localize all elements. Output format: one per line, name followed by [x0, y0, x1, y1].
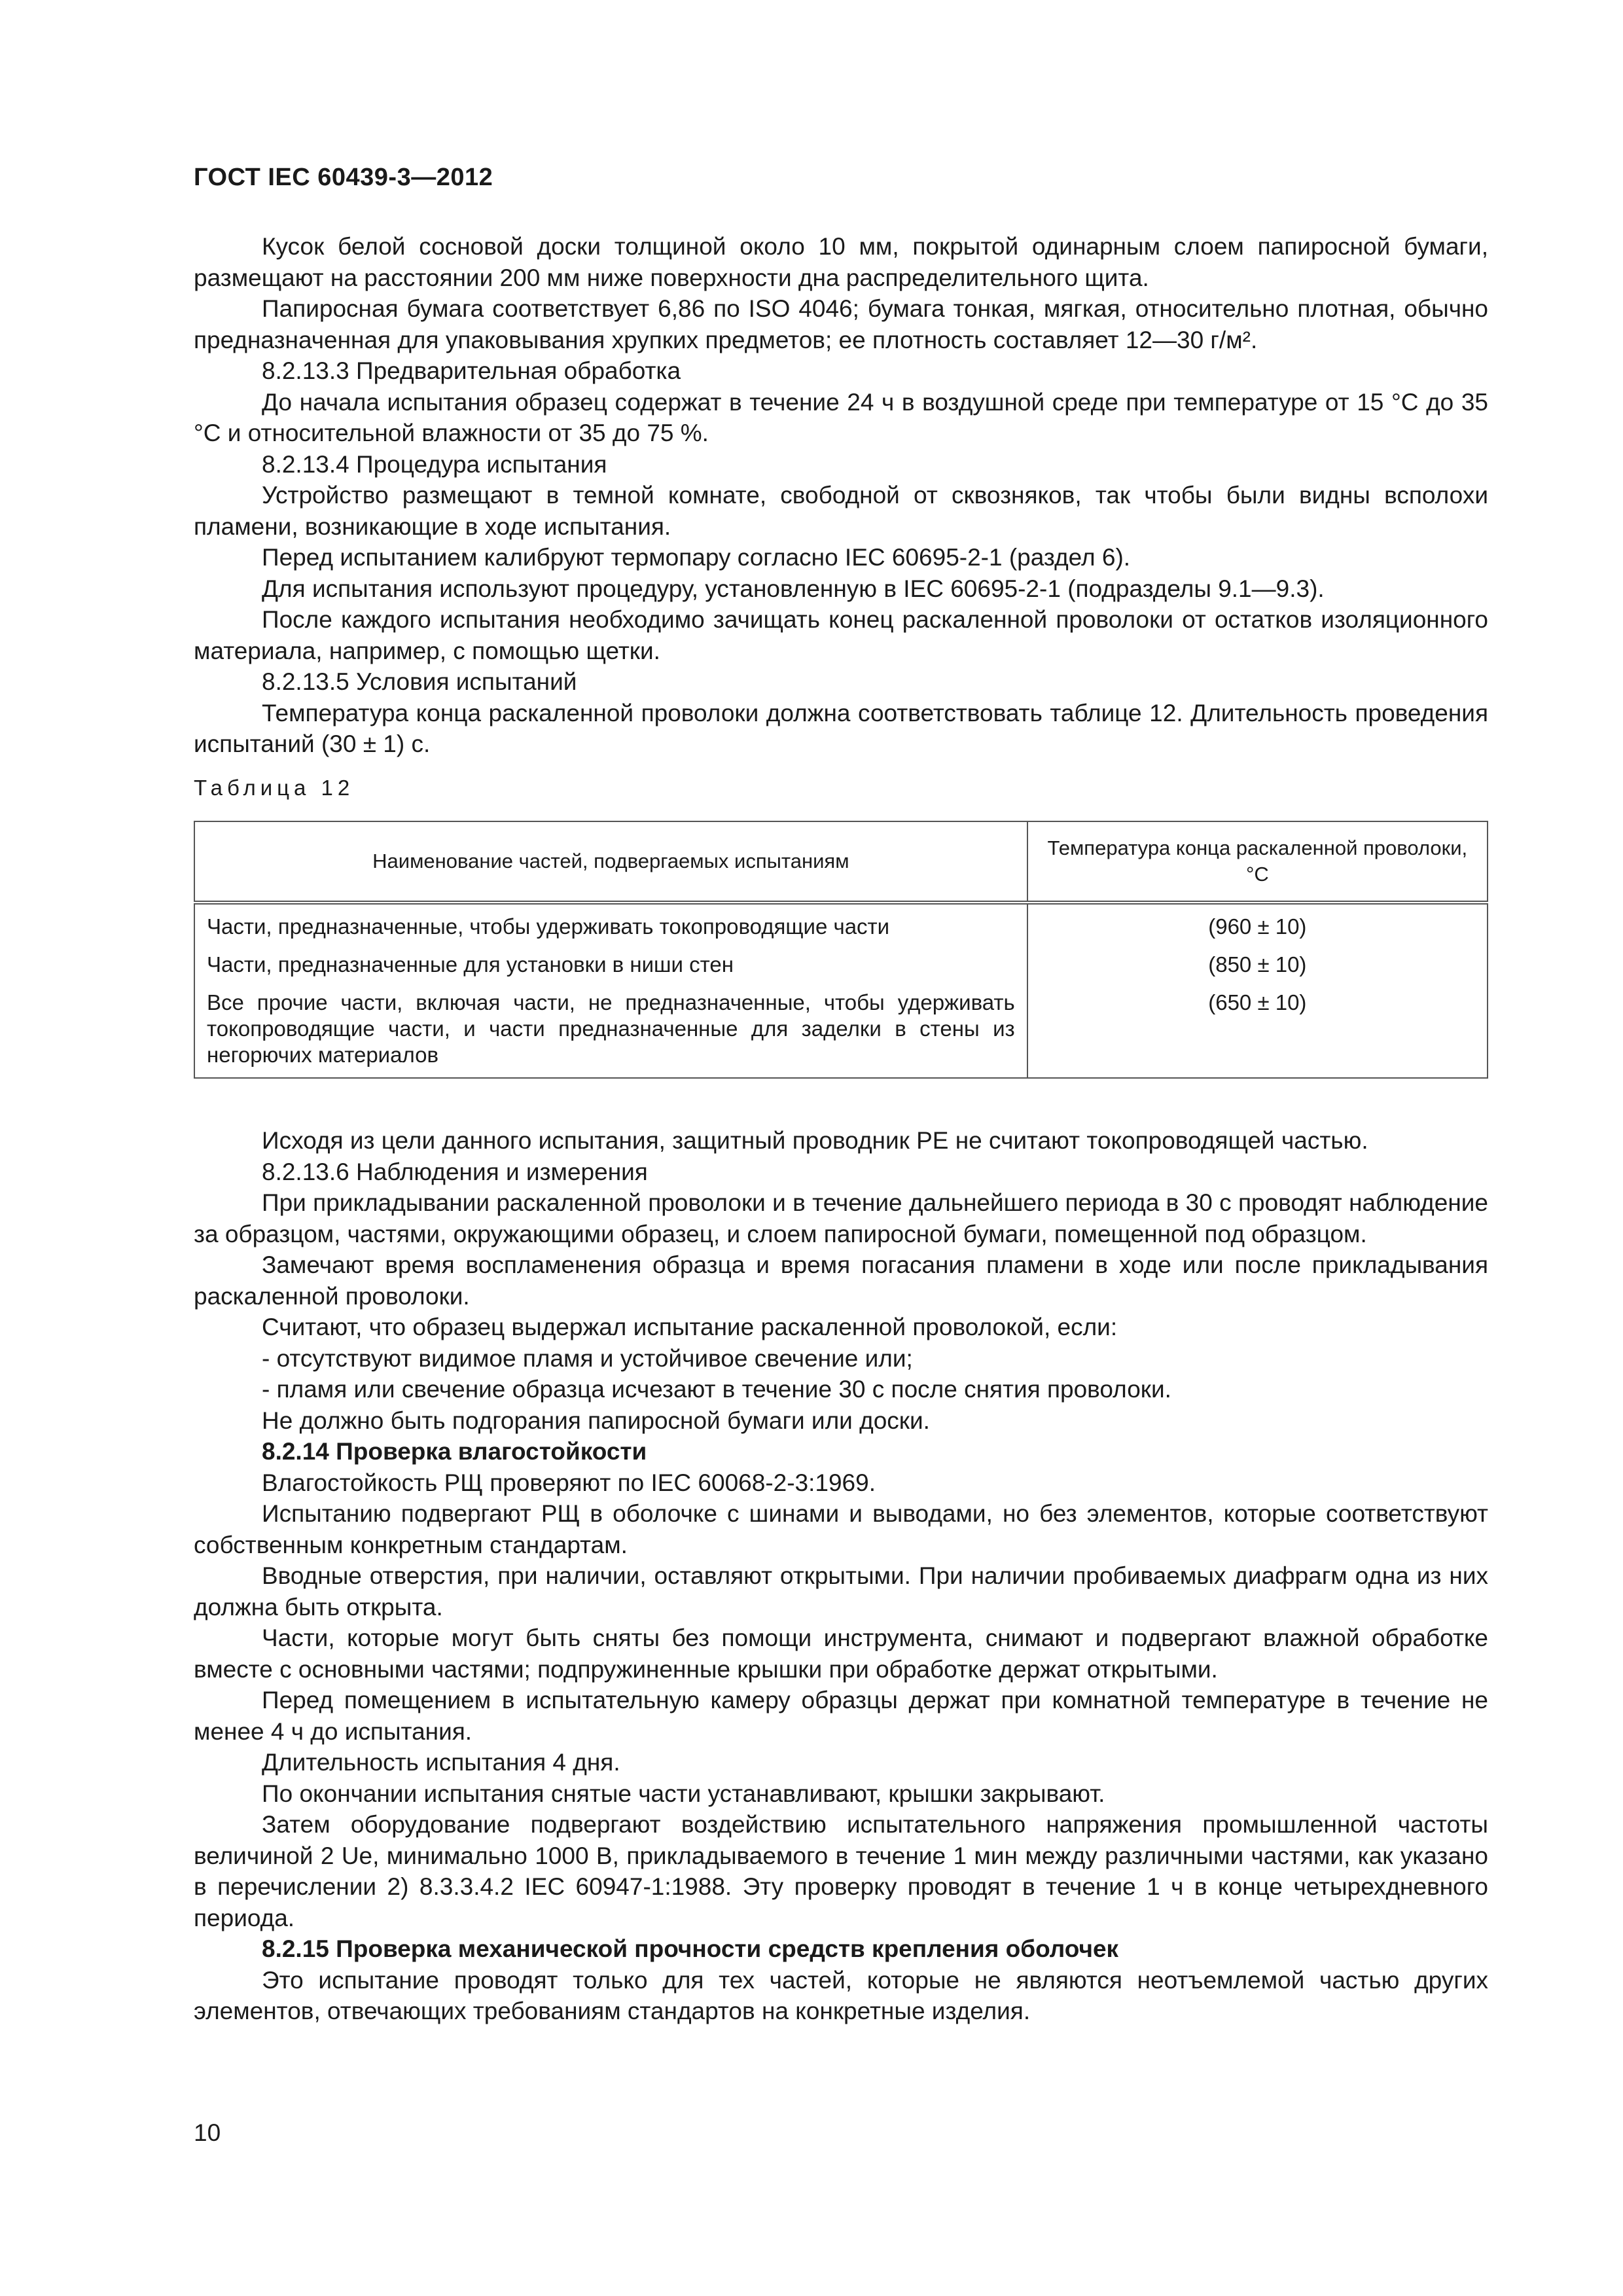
paragraph: - пламя или свечение образца исчезают в течение 30 с после снятия проволоки. — [262, 1376, 1171, 1403]
paragraph: 8.2.13.5 Условия испытаний — [262, 668, 577, 695]
paragraph: Длительность испытания 4 дня. — [262, 1749, 620, 1776]
paragraph: Кусок белой сосновой доски толщиной около 10 мм, покрытой одинарным слоем папиросной бумаги, размещают на расстоянии 200 мм ниже поверхности дна распределительного щита. — [194, 233, 1488, 291]
paragraph: 8.2.13.3 Предварительная обработка — [262, 357, 681, 384]
paragraph: При прикладывании раскаленной проволоки и в течение дальнейшего периода в 30 с проводят наблюдение за образцом, частями, окружающими образец, и слоем папиросной бумаги, помещенной под образцом. — [194, 1189, 1488, 1247]
paragraph: 8.2.13.6 Наблюдения и измерения — [262, 1158, 648, 1185]
document-header: ГОСТ IEC 60439-3—2012 — [194, 164, 493, 191]
paragraph: Для испытания используют процедуру, установленную в IEC 60695-2-1 (подразделы 9.1—9.3). — [262, 575, 1325, 602]
table-row — [194, 942, 1488, 980]
paragraph: Влагостойкость РЩ проверяют по IEC 60068-2-3:1969. — [262, 1469, 876, 1496]
paragraph: Это испытание проводят только для тех частей, которые не являются неотъемлемой частью других элементов, отвечающих требованиям стандартов на конкретные изделия. — [194, 1966, 1488, 2024]
paragraph: После каждого испытания необходимо зачищать конец раскаленной проволоки от остатков изоляционного материала, например, с помощью щетки. — [194, 606, 1488, 664]
paragraph: 8.2.15 Проверка механической прочности средств крепления оболочек — [262, 1935, 1119, 1962]
table-cell-name: Все прочие части, включая части, не предназначенные, чтобы удерживать токопроводящие части, и части предназначенные для заделки в стены из негорючих материалов — [194, 980, 1027, 1078]
paragraph: Части, которые могут быть сняты без помощи инструмента, снимают и подвергают влажной обработке вместе с основными частями; подпружиненные крышки при обработке держат открытыми. — [194, 1624, 1488, 1683]
table-cell-temperature: (650 ± 10) — [1027, 980, 1488, 1078]
paragraph: Вводные отверстия, при наличии, оставляют открытыми. При наличии пробиваемых диафрагм одна из них должна быть открыта. — [194, 1562, 1488, 1621]
table-row — [194, 903, 1488, 942]
paragraph: Замечают время воспламенения образца и время погасания пламени в ходе или после прикладывания раскаленной проволоки. — [194, 1251, 1488, 1310]
table-cell-name: Части, предназначенные, чтобы удерживать токопроводящие части — [194, 903, 1027, 942]
table-cell-temperature: (960 ± 10) — [1027, 903, 1488, 942]
table-header-temperature: Температура конца раскаленной проволоки, °С — [1027, 821, 1488, 903]
paragraph: Затем оборудование подвергают воздействию испытательного напряжения промышленной частоты величиной 2 Ue, минимально 1000 В, прикладываемого в течение 1 мин между различными частями, как указано в перечислении 2) 8.3.3.4.2 IEC 60947-1:1988. Эту проверку проводят в течение 1 ч в конце четырехдневного периода. — [194, 1811, 1488, 1931]
text-block-bottom — [194, 1125, 1488, 2027]
paragraph: Температура конца раскаленной проволоки должна соответствовать таблице 12. Длительность проведения испытаний (30 ± 1) с. — [194, 699, 1488, 757]
paragraph: Перед испытанием калибруют термопару согласно IEC 60695-2-1 (раздел 6). — [262, 544, 1131, 571]
table-header-name: Наименование частей, подвергаемых испытаниям — [194, 821, 1027, 903]
paragraph: Папиросная бумага соответствует 6,86 по ISO 4046; бумага тонкая, мягкая, относительно плотная, обычно предназначенная для упаковывания хрупких предметов; ее плотность составляет 12—30 г/м². — [194, 295, 1488, 353]
table-header-row — [194, 821, 1488, 903]
paragraph: Не должно быть подгорания папиросной бумаги или доски. — [262, 1407, 930, 1434]
paragraph: - отсутствуют видимое пламя и устойчивое свечение или; — [262, 1344, 913, 1372]
table-12 — [194, 821, 1488, 1079]
table-row — [194, 980, 1488, 1078]
table-cell-temperature: (850 ± 10) — [1027, 942, 1488, 980]
paragraph: 8.2.13.4 Процедура испытания — [262, 450, 607, 478]
paragraph: Перед помещением в испытательную камеру образцы держат при комнатной температуре в течение не менее 4 ч до испытания. — [194, 1687, 1488, 1745]
paragraph: До начала испытания образец содержат в течение 24 ч в воздушной среде при температуре от 15 °С до 35 °С и относительной влажности от 35 до 75 %. — [194, 388, 1488, 446]
text-block-top — [194, 231, 1488, 760]
paragraph: Устройство размещают в темной комнате, свободной от сквозняков, так чтобы были видны всполохи пламени, возникающие в ходе испытания. — [194, 482, 1488, 540]
paragraph: По окончании испытания снятые части устанавливают, крышки закрывают. — [262, 1780, 1105, 1807]
table-caption: Таблица 12 — [194, 776, 355, 800]
paragraph: Испытанию подвергают РЩ в оболочке с шинами и выводами, но без элементов, которые соответствуют собственным конкретным стандартам. — [194, 1500, 1488, 1558]
paragraph: 8.2.14 Проверка влагостойкости — [262, 1438, 647, 1465]
table-cell-name: Части, предназначенные для установки в ниши стен — [194, 942, 1027, 980]
paragraph: Исходя из цели данного испытания, защитный проводник PE не считают токопроводящей частью. — [262, 1127, 1368, 1154]
page-number: 10 — [194, 2119, 221, 2146]
paragraph: Считают, что образец выдержал испытание раскаленной проволокой, если: — [262, 1314, 1118, 1340]
